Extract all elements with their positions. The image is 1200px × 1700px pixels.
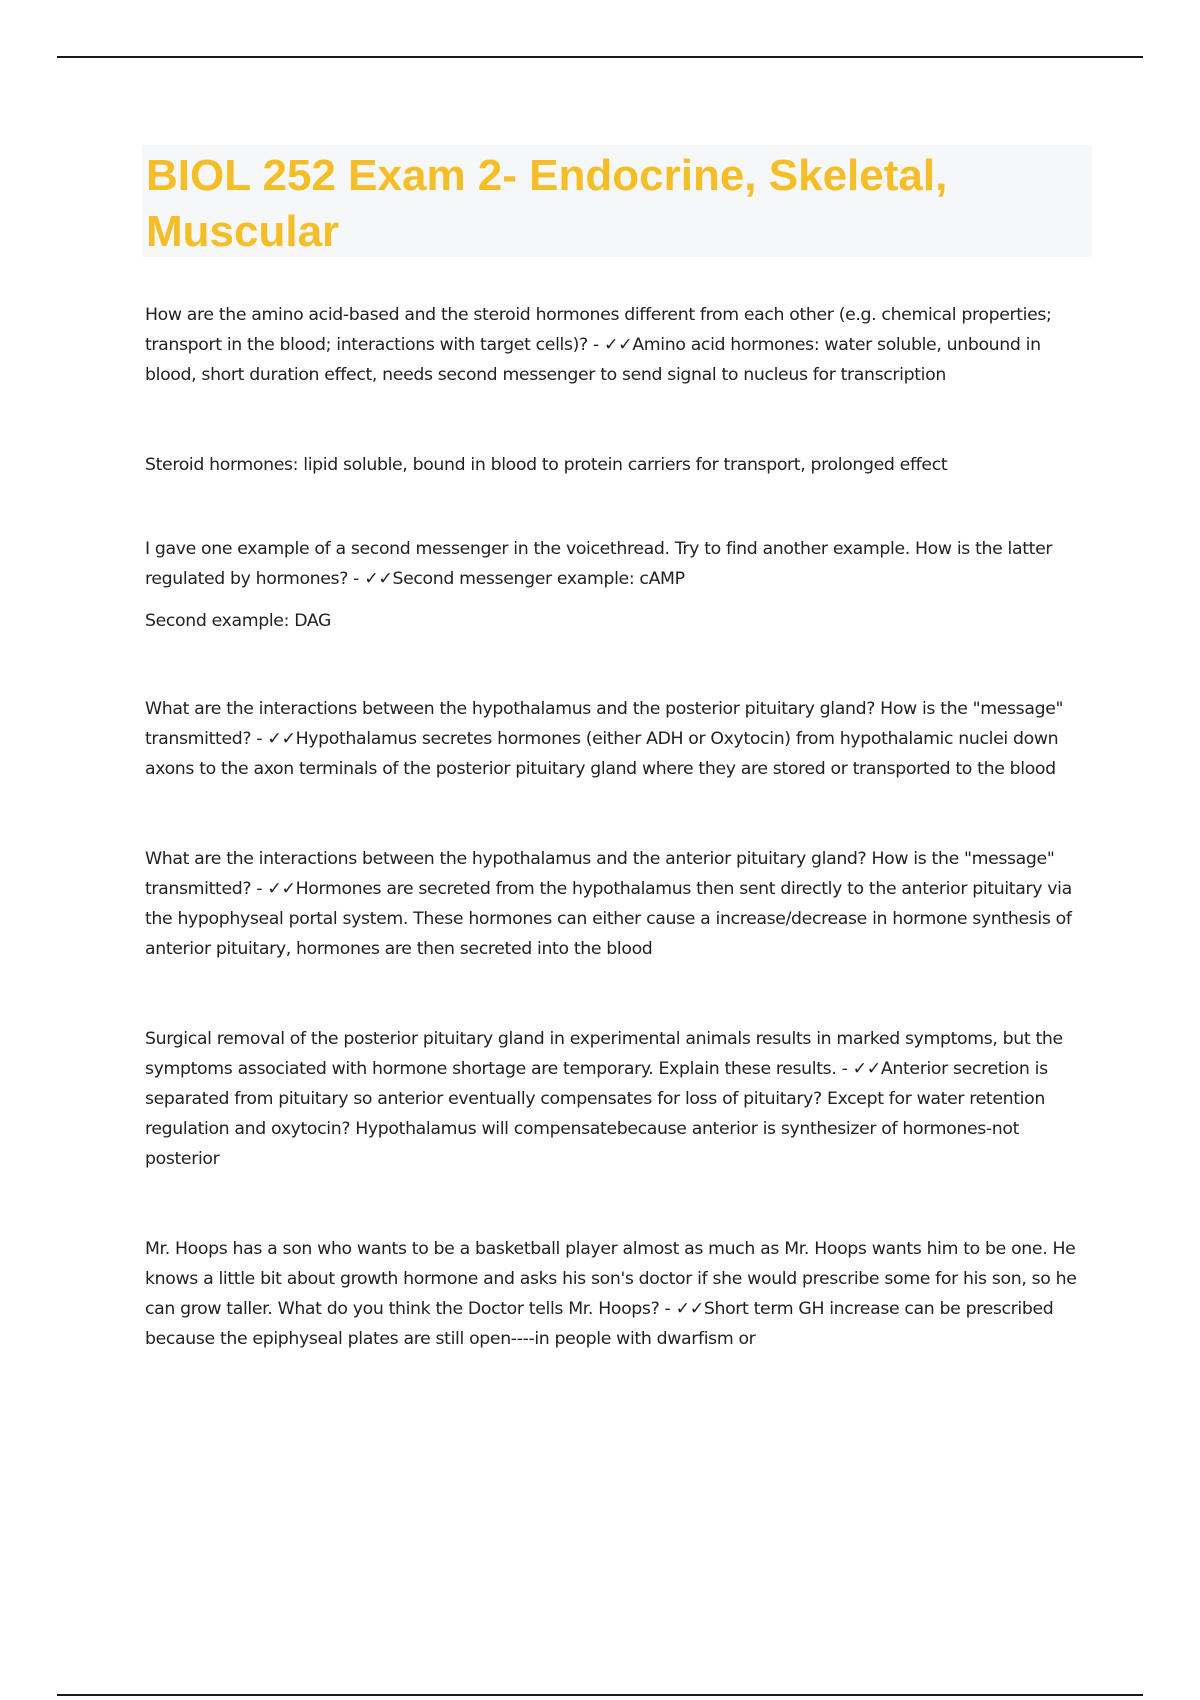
check-icon: ✓✓: [675, 1299, 704, 1319]
text-item-second-example: Second example: DAG: [145, 611, 332, 631]
qa-item-growth-hormone: [145, 1234, 1090, 1354]
document-title: BIOL 252 Exam 2- Endocrine, Skeletal, Muscular: [146, 151, 948, 256]
separator: -: [587, 335, 605, 355]
question-text: I gave one example of a second messenger in the voicethread. Try to find another example. How is the latter regulated by hormones?: [145, 539, 1053, 589]
qa-item-posterior-pituitary: [145, 694, 1090, 784]
answer-text: Hypothalamus secretes hormones (either ADH or Oxytocin) from hypothalamic nuclei down axons to the axon terminals of the posterior pituitary gland where they are stored or transported to the blood: [145, 729, 1059, 779]
qa-item-amino-vs-steroid: [145, 300, 1090, 390]
separator: -: [251, 879, 268, 899]
document-body: [145, 300, 1090, 1354]
check-icon: ✓✓: [604, 335, 633, 355]
check-icon: ✓✓: [267, 729, 296, 749]
bottom-rule: [57, 1694, 1143, 1696]
question-text: What are the interactions between the hypothalamus and the posterior pituitary gland? How is the "message" transmitted?: [145, 699, 1064, 749]
question-text: What are the interactions between the hypothalamus and the anterior pituitary gland? How is the "message" transmitted?: [145, 849, 1055, 899]
separator: -: [348, 569, 365, 589]
answer-text: Anterior secretion is separated from pituitary so anterior eventually compensates for loss of pituitary? Except for water retention regulation and oxytocin? Hypothalamus will compensatebecause anterior is synthesizer of hormones-not posterior: [145, 1059, 1048, 1169]
question-text: How are the amino acid-based and the steroid hormones different from each other (e.g. chemical properties; transport in the blood; interactions with target cells)?: [145, 305, 1052, 355]
question-text: Mr. Hoops has a son who wants to be a basketball player almost as much as Mr. Hoops wants him to be one. He knows a little bit about growth hormone and asks his son's doctor if she would prescribe some for his son, so he can grow taller. What do you think the Doctor tells Mr. Hoops?: [145, 1239, 1077, 1319]
separator: -: [836, 1059, 853, 1079]
separator: -: [659, 1299, 676, 1319]
check-icon: ✓✓: [852, 1059, 881, 1079]
top-rule: [57, 56, 1143, 58]
check-icon: ✓✓: [267, 879, 296, 899]
qa-item-second-messenger: [145, 534, 1090, 594]
text-item-steroid-hormones: Steroid hormones: lipid soluble, bound in blood to protein carriers for transport, prolonged effect: [145, 455, 948, 475]
separator: -: [251, 729, 268, 749]
qa-item-anterior-pituitary: [145, 844, 1090, 964]
check-icon: ✓✓: [364, 569, 393, 589]
answer-text: Second messenger example: cAMP: [392, 569, 685, 589]
answer-text: Amino acid hormones: water soluble, unbound in blood, short duration effect, needs second messenger to send signal to nucleus for transcription: [145, 335, 1041, 385]
qa-item-surgical-removal: [145, 1024, 1090, 1174]
answer-text: Short term GH increase can be prescribed because the epiphyseal plates are still open----in people with dwarfism or: [145, 1299, 1054, 1349]
answer-text: Hormones are secreted from the hypothalamus then sent directly to the anterior pituitary via the hypophyseal portal system. These hormones can either cause a increase/decrease in hormone synthesis of anterior pituitary, hormones are then secreted into the blood: [145, 879, 1072, 959]
question-text: Surgical removal of the posterior pituitary gland in experimental animals results in marked symptoms, but the symptoms associated with hormone shortage are temporary. Explain these results.: [145, 1029, 1063, 1079]
